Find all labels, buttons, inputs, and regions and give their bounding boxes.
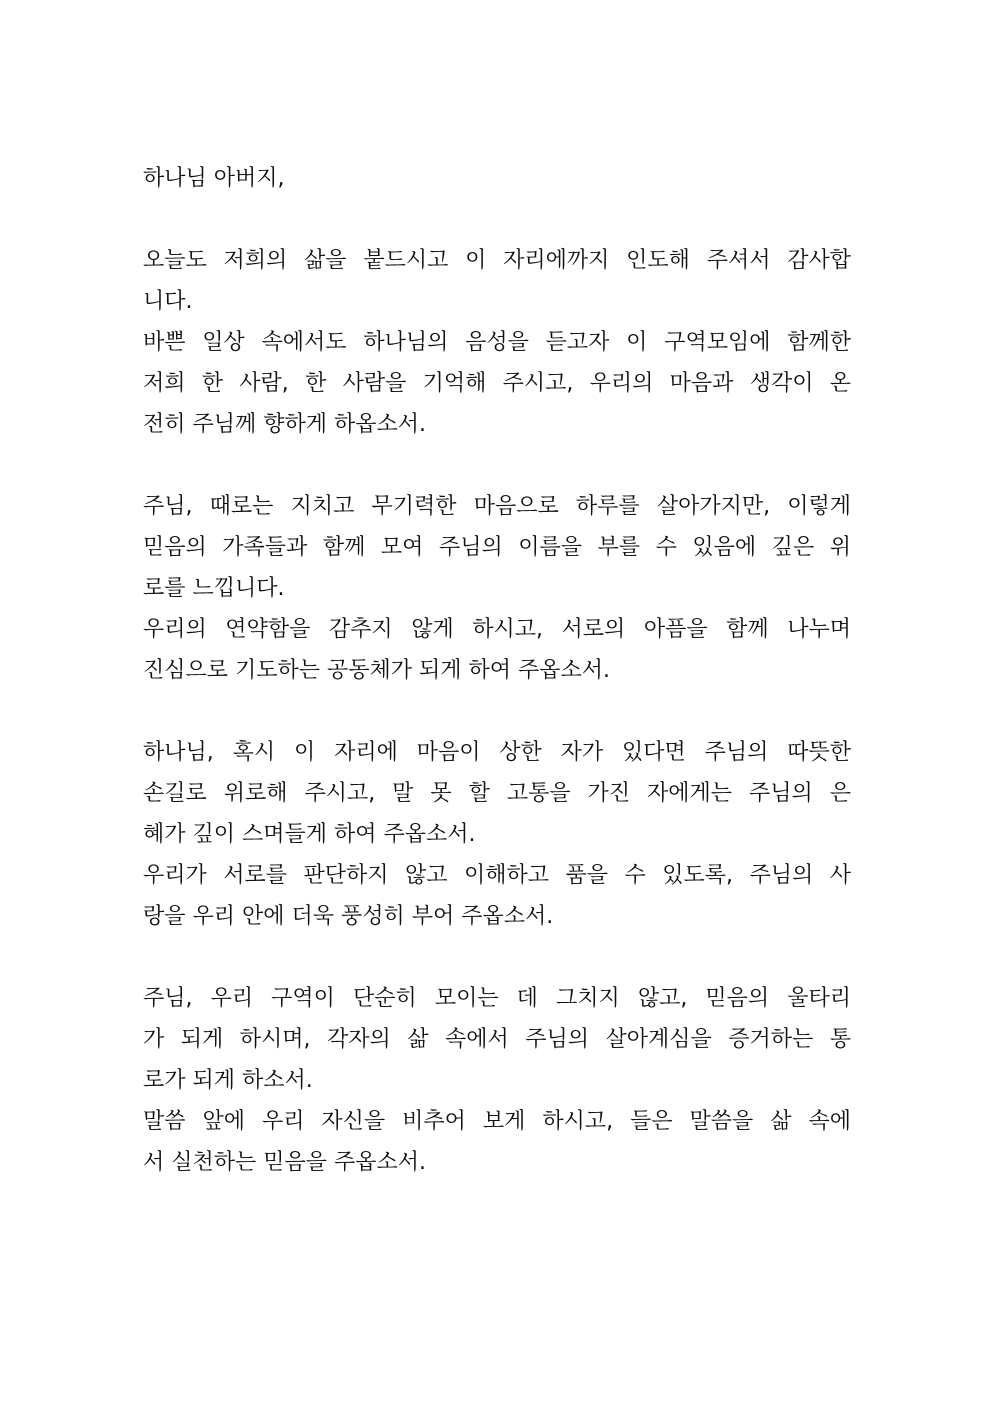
paragraph-line: 랑을 우리 안에 더욱 풍성히 부어 주옵소서.	[143, 904, 554, 929]
prayer-text	[143, 158, 851, 1183]
paragraph-4	[143, 978, 851, 1183]
paragraph-2	[143, 486, 851, 691]
paragraph-line: 혜가 깊이 스며들게 하여 주옵소서.	[143, 822, 476, 847]
paragraph-line: 우리가 서로를 판단하지 않고 이해하고 품을 수 있도록, 주님의 사	[143, 863, 851, 888]
paragraph-line: 진심으로 기도하는 공동체가 되게 하여 주옵소서.	[143, 658, 611, 683]
paragraph-line: 손길로 위로해 주시고, 말 못 할 고통을 가진 자에게는 주님의 은	[143, 781, 851, 806]
paragraph-line: 오늘도 저희의 삶을 붙드시고 이 자리에까지 인도해 주셔서 감사합	[143, 248, 851, 273]
salutation: 하나님 아버지,	[143, 166, 285, 191]
paragraph-gap	[143, 691, 851, 732]
paragraph-line: 주님, 우리 구역이 단순히 모이는 데 그치지 않고, 믿음의 울타리	[143, 986, 851, 1011]
paragraph-line: 주님, 때로는 지치고 무기력한 마음으로 하루를 살아가지만, 이렇게	[143, 494, 851, 519]
paragraph-1	[143, 240, 851, 445]
paragraph-line: 믿음의 가족들과 함께 모여 주님의 이름을 부를 수 있음에 깊은 위	[143, 535, 851, 560]
paragraph-3	[143, 732, 851, 937]
paragraph-line: 저희 한 사람, 한 사람을 기억해 주시고, 우리의 마음과 생각이 온	[143, 371, 851, 396]
paragraph-line: 말씀 앞에 우리 자신을 비추어 보게 하시고, 들은 말씀을 삶 속에	[143, 1109, 851, 1134]
paragraph-line: 우리의 연약함을 감추지 않게 하시고, 서로의 아픔을 함께 나누며	[143, 617, 851, 642]
paragraph-line: 하나님, 혹시 이 자리에 마음이 상한 자가 있다면 주님의 따뜻한	[143, 740, 851, 765]
paragraph-line: 로를 느낍니다.	[143, 576, 285, 601]
paragraph-line: 바쁜 일상 속에서도 하나님의 음성을 듣고자 이 구역모임에 함께한	[143, 330, 851, 355]
paragraph-gap	[143, 937, 851, 978]
paragraph-line: 전히 주님께 향하게 하옵소서.	[143, 412, 426, 437]
paragraph-gap	[143, 445, 851, 486]
paragraph-line: 가 되게 하시며, 각자의 삶 속에서 주님의 살아계심을 증거하는 통	[143, 1027, 851, 1052]
paragraph-line: 니다.	[143, 289, 193, 314]
paragraph-line: 서 실천하는 믿음을 주옵소서.	[143, 1150, 426, 1175]
paragraph-gap	[143, 199, 851, 240]
paragraph-line: 로가 되게 하소서.	[143, 1068, 313, 1093]
